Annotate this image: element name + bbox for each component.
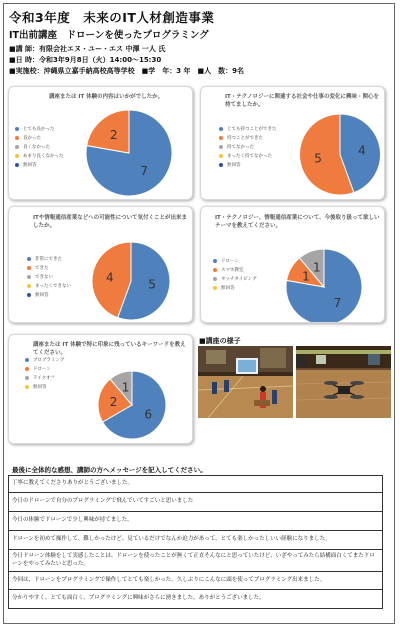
legend-item [25,364,64,373]
legend-swatch [219,154,223,158]
legend-label: スマホ教室 [221,267,244,273]
legend-swatch [25,367,29,371]
chart-legend [213,256,257,292]
legend-label: 無回答 [33,384,47,390]
legend-swatch [213,259,217,263]
pie-value-label: 4 [106,270,114,285]
comment-row: 分かりやすく、とても面白く、プログラミングに興味がさらに湧きました。ありがとうございました。 [12,595,265,602]
chart-legend [15,124,64,169]
pie-chart [86,240,176,322]
chart-legend [27,254,71,299]
comments-table [8,475,383,609]
legend-label: できた [35,265,49,271]
legend-item [27,281,71,290]
legend-label: タッチタイピング [221,276,257,282]
pie-chart [79,108,179,198]
chart-question: IT・テクノロジー、情報通信産業について、今後取り扱って欲しいテーマを教えてください。 [215,215,380,230]
pie-value-label: 1 [121,380,130,395]
legend-swatch [25,385,29,389]
legend-label: プログラミング [33,357,65,363]
legend-label: 無回答 [221,285,235,291]
chart-question: IT・テクノロジーに関連する社会や仕事の変化に興味・関心を持てましたか。 [225,94,379,109]
legend-item [15,160,64,169]
pie-value-label: 7 [333,296,342,311]
legend-swatch [15,127,19,131]
legend-label: 無回答 [35,292,49,298]
pie-chart [279,247,369,323]
chart-card-keywords [8,334,193,444]
page-title: 令和3年度 未来のIT人材創造事業 [9,10,215,25]
legend-item [213,283,257,292]
legend-item [219,124,277,133]
legend-swatch [219,127,223,131]
legend-label: ドローン [221,258,239,264]
legend-label: 非常にできた [35,256,62,262]
legend-item [25,382,64,391]
legend-swatch [15,154,19,158]
datetime-line: ■日 時：令和3年9月8日（火）14:00～15:30 [9,56,162,64]
legend-label: できない [35,274,53,280]
legend-label: とても良かった [23,126,55,132]
legend-swatch [27,275,31,279]
legend-label: 無回答 [227,162,241,168]
chart-question: ITや情報通信産業などへの可能性について気付くことが出来ましたか。 [33,215,187,230]
pie-value-label: 5 [314,151,322,166]
legend-label: とても持つことができた [227,126,277,132]
chart-question: 講座または IT 体験で特に印象に残っているキーワードを教えてください。 [33,342,186,357]
legend-swatch [27,257,31,261]
legend-item [25,355,64,364]
legend-swatch [25,376,29,380]
pie-chart [295,112,385,197]
comments-question: 最後に全体的な感想、講師の方へメッセージを記入してください。 [12,466,207,474]
legend-item [213,265,257,274]
comment-row: ドローンを初めて操作して、難しかったけど、見ているだけでなんか迫力があって、とても楽しかったしいい経験になりました。 [9,531,382,550]
legend-item [25,373,64,382]
legend-item [27,254,71,263]
drone-photo [296,346,391,418]
legend-item [15,142,64,151]
legend-swatch [213,268,217,272]
legend-item [27,272,71,281]
pie-value-label: 2 [109,394,118,409]
legend-label: まったく持てなかった [227,153,272,159]
legend-item [219,151,277,160]
legend-item [15,151,64,160]
legend-swatch [15,163,19,167]
legend-swatch [27,284,31,288]
legend-item [27,290,71,299]
pie-value-label: 2 [109,127,118,142]
legend-label: あまり良くなかった [23,153,64,159]
legend-label: まったくできない [35,283,71,289]
chart-card-content [8,86,193,200]
legend-item [219,160,277,169]
page-subtitle: IT出前講座 ドローンを使ったプログラミング [9,30,209,41]
pie-value-label: 1 [313,260,321,275]
legend-swatch [25,358,29,362]
chart-legend [25,355,64,391]
legend-item [27,263,71,272]
legend-swatch [27,293,31,297]
legend-label: 良かった [23,135,41,141]
legend-label: テイクオフ [33,375,55,381]
legend-item [219,142,277,151]
classroom-photo [198,346,293,418]
legend-item [15,124,64,133]
lecturer-line: ■講 師：有限会社エヌ・ユー・エス 中澤 一人 氏 [9,45,166,53]
chart-card-interest [200,86,385,200]
legend-label: 持つことができた [227,135,263,141]
legend-item [219,133,277,142]
legend-label: ドローン [33,366,51,372]
school-line: ■実施校：沖縄県立嘉手納高校高等学校 ■学 年：3 年 ■人 数：9名 [9,67,245,75]
legend-label: 良くなかった [23,144,50,150]
chart-card-themes [200,206,385,323]
photos-title: ■講座の様子 [199,337,241,345]
legend-swatch [213,286,217,290]
pie-value-label: 4 [358,143,366,158]
chart-legend [219,124,277,169]
comment-row: 丁寧に教えてくださりありがとうございました。 [9,476,382,493]
legend-swatch [219,136,223,140]
comment-row: 今日ドローン体験をして実感したことは、ドローンを使ったことが無くて正直そんなにと思っていたけど、いざやってみたら結構面白くてまたドローンをやってみたいと思った。 [9,550,382,572]
legend-item [213,274,257,283]
legend-item [15,133,64,142]
pie-value-label: 5 [148,277,156,292]
legend-label: 無回答 [23,162,37,168]
legend-swatch [15,145,19,149]
pie-slice [87,110,129,153]
pie-value-label: 7 [140,164,149,179]
pie-value-label: 1 [302,269,310,284]
legend-item [213,256,257,265]
comment-row: 今日のドローンで自分のプログラミングで飛んでいてすごいと思いました [9,493,382,512]
legend-swatch [27,266,31,270]
chart-card-possibility [8,206,193,323]
legend-swatch [15,136,19,140]
legend-swatch [219,163,223,167]
pie-value-label: 6 [144,407,153,422]
chart-question: 講座または IT 体験の内容はいかがでしたか。 [49,94,164,100]
legend-swatch [219,145,223,149]
pie-chart [87,369,177,441]
comment-row: 今回は、ドローンをプログラミングで操作してとても楽しかった。久しぶりにこんなに頭を使ってプログラミング出来ました。 [9,572,382,590]
legend-label: 持てなかった [227,144,254,150]
legend-swatch [213,277,217,281]
comment-row: 今日の体験でドローンで少し興味が持てました。 [9,512,382,531]
